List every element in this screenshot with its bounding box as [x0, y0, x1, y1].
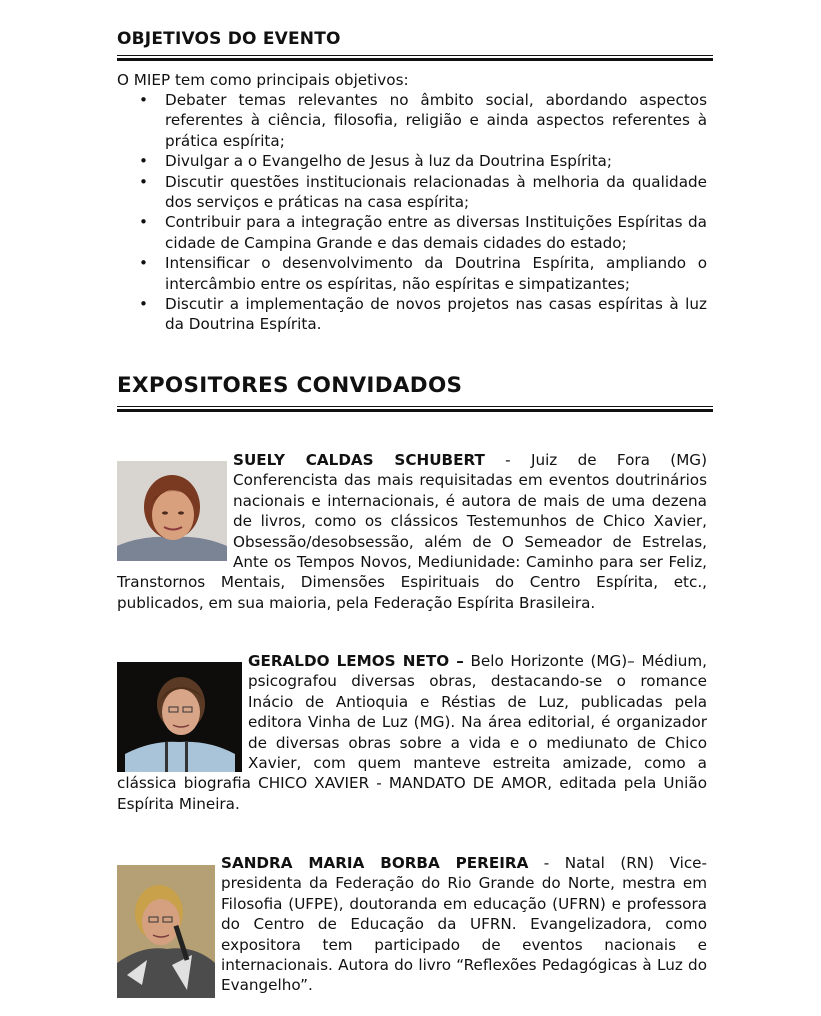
list-item: • Intensificar o desenvolvimento da Doutrina Espírita, ampliando o intercâmbio entre os espíritas, não espíritas e simpatizantes; — [139, 254, 707, 293]
speaker-bio: - Natal (RN) Vice-presidenta da Federação do Rio Grande do Norte, mestra em Filosofia (UFPE), doutoranda em educação (UFRN) e professora do Centro de Educação da UFRN. Evangelizadora, como expositora tem participado de eventos nacionais e internacionais. Autora do livro “Reflexões Pedagógicas à Luz do Evangelho”. — [221, 854, 707, 995]
speaker-bio: - Juiz de Fora (MG) Conferencista das mais requisitadas em eventos doutrinários nacionais e internacionais, é autora de mais de uma dezena de livros, como os clássicos Testemunhos de Chico Xavier, Obsessão/desobsessão, além de O Semeador de Estrelas, Ante os Tempos Novos, Mediunidade: Caminho para ser Feliz, Transtornos Mentais, Dimensões Espirituais do Centro Espírita, etc., publicados, em sua maioria, pela Federação Espírita Brasileira. — [117, 451, 707, 612]
bullet-icon: • — [139, 152, 148, 171]
list-item: • Discutir a implementação de novos projetos nas casas espíritas à luz da Doutrina Espírita. — [139, 295, 707, 334]
speaker-name: SANDRA MARIA BORBA PEREIRA — [221, 854, 529, 872]
double-rule — [117, 406, 713, 412]
list-item: • Divulgar a o Evangelho de Jesus à luz da Doutrina Espírita; — [139, 152, 612, 171]
list-item: • Contribuir para a integração entre as diversas Instituições Espíritas da cidade de Campina Grande e das demais cidades do estado; — [139, 213, 707, 252]
speaker-entry — [117, 651, 707, 814]
bullet-icon: • — [139, 91, 148, 109]
speaker-bio: Belo Horizonte (MG)– Médium, psicografou diversas obras, destacando-se o romance Inácio de Antioquia e Réstias de Luz, publicadas pela editora Vinha de Luz (MG). Na área editorial, é organizador de diversas obras sobre a vida e o mediunato de Chico Xavier, com quem manteve estreita amizade, como a clássica biografia CHICO XAVIER - MANDATO DE AMOR, editada pela União Espírita Mineira. — [117, 652, 707, 813]
objectives-intro: O MIEP tem como principais objetivos: — [117, 71, 409, 89]
speaker-photo — [117, 461, 227, 561]
objectives-heading: OBJETIVOS DO EVENTO — [117, 29, 341, 49]
speaker-photo — [117, 865, 215, 998]
objectives-list — [117, 90, 707, 335]
speaker-photo — [117, 662, 242, 772]
speaker-name: GERALDO LEMOS NETO – — [248, 652, 464, 670]
speaker-name: SUELY CALDAS SCHUBERT — [233, 451, 485, 469]
speaker-entry — [117, 450, 707, 613]
speakers-heading: EXPOSITORES CONVIDADOS — [117, 373, 463, 398]
bullet-icon: • — [139, 172, 148, 191]
list-item: • Discutir questões institucionais relacionadas à melhoria da qualidade dos serviços e práticas na casa espírita; — [139, 172, 707, 212]
bullet-icon: • — [139, 295, 148, 314]
speaker-entry — [117, 853, 707, 998]
double-rule — [117, 55, 713, 61]
bullet-icon: • — [139, 213, 148, 232]
bullet-icon: • — [139, 254, 148, 273]
list-item: • Debater temas relevantes no âmbito social, abordando aspectos referentes à ciência, filosofia, religião e ainda aspectos referentes à prática espírita; — [139, 91, 707, 150]
